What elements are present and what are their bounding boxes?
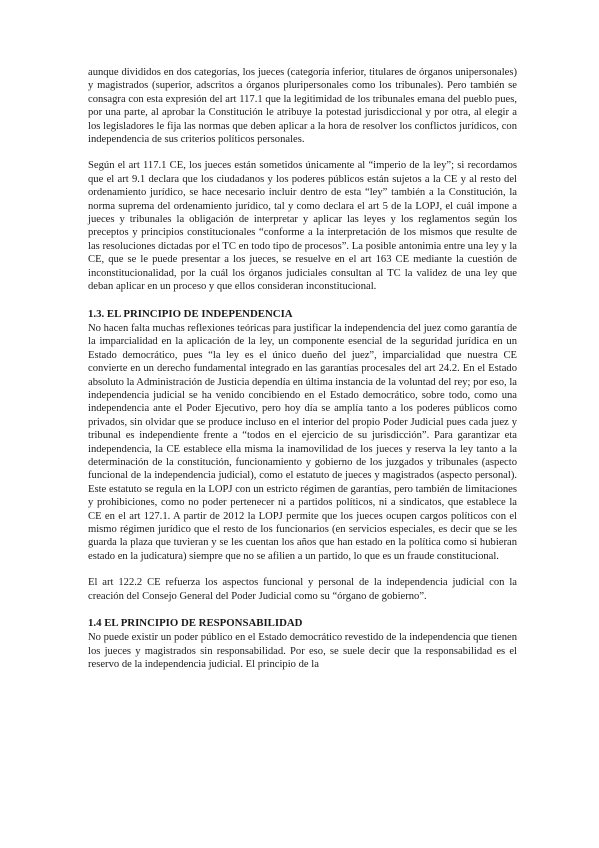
- independencia-paragraph-2: El art 122.2 CE refuerza los aspectos funcional y personal de la independencia judicial con la creación del Consejo General del Poder Judicial como su “órgano de gobierno”.: [88, 577, 517, 602]
- responsabilidad-paragraph-1: No puede existir un poder público en el Estado democrático revestido de la independencia que tienen los jueces y magistrados sin responsabilidad. Por eso, se suele decir que la responsabilidad es el reservo de la independencia judicial. El principio de la: [88, 632, 517, 671]
- independencia-paragraph-1: No hacen falta muchas reflexiones teóricas para justificar la independencia del juez como garantía de la imparcialidad en la aplicación de la ley, un componente esencial de la seguridad jurídica en un Estado democrático, pues “la ley es el único dueño del juez”, imparcialidad que nuestra CE convierte en un derecho fundamental integrado en las garantías procesales del art 24.2. En el Estado absoluto la Administración de Justicia dependía en última instancia de la voluntad del rey; por eso, la independencia judicial se ha venido concibiendo en el Estado democrático, sobre todo, como una independencia ante el Poder Ejecutivo, pero hoy día se amplía tanto a los poderes públicos como privados, sin olvidar que se produce incluso en el interior del propio Poder Judicial pues cada juez y tribunal es independiente frente a “todos en el ejercicio de su jurisdicción”. Para garantizar eta independencia, la CE establece ella misma la inamovilidad de los jueces y reserva la ley tanto a la determinación de la constitución, funcionamiento y gobierno de los juzgados y tribunales (aspecto funcional de la independencia judicial), como el estatuto de jueces y magistrados (aspecto personal). Este estatuto se regula en la LOPJ con un estricto régimen de garantías, pero también de limitaciones y prohibiciones, como no poder pertenecer ni a partidos políticos, ni a sindicatos, que establece la CE en el art 127.1. A partir de 2012 la LOPJ permite que los jueces ocupen cargos políticos con el mismo régimen jurídico que el resto de los funcionarios (en servicios especiales, es decir que se les guarda la plaza que tuvieran y se les cuentan los años que han estado en la política como si hubieran estado en la judicatura) siempre que no se afilien a un partido, lo que es un fraude constitucional.: [88, 322, 517, 562]
- body-paragraph-2: Según el art 117.1 CE, los jueces están sometidos únicamente al “imperio de la ley”; si recordamos que el art 9.1 declara que los ciudadanos y los poderes públicos están sujetos a la CE y al resto del ordenamiento jurídico, se hace necesario incluir dentro de esta “ley” también a la Constitución, la norma suprema del ordenamiento jurídico, tal y como declara el art 5 de la LOPJ, el cuál impone a jueces y tribunales la obligación de interpretar y aplicar las leyes y los reglamentos según los preceptos y principios constitucionales “conforme a la interpretación de los mismos que resulte de las resoluciones dictadas por el TC en todo tipo de procesos”. La posible antonimia entre una ley y la CE, que se le puede presentar a los jueces, se resuelve en el art 163 CE mediante la cuestión de inconstitucionalidad, por la cuál los órganos judiciales consultan al TC la validez de una ley que deban aplicar en un proceso y que ellos consideran inconstitucional.: [88, 160, 517, 293]
- body-paragraph-1: aunque divididos en dos categorías, los jueces (categoría inferior, titulares de órganos unipersonales) y magistrados (superior, adscritos a órganos pluripersonales como los tribunales). Pero también se consagra con esta expresión del art 117.1 que la legitimidad de los tribunales emana del pueblo pues, por una parte, al aprobar la Constitución le atribuye la potestad jurisdiccional y por otra, al elegir a los legisladores le fija las normas que deben aplicar a la hora de resolver los conflictos jurídicos, con independencia de sus criterios políticos personales.: [88, 67, 517, 146]
- section-heading-independencia: 1.3. EL PRINCIPIO DE INDEPENDENCIA: [88, 307, 293, 320]
- section-heading-responsabilidad: 1.4 EL PRINCIPIO DE RESPONSABILIDAD: [88, 617, 303, 630]
